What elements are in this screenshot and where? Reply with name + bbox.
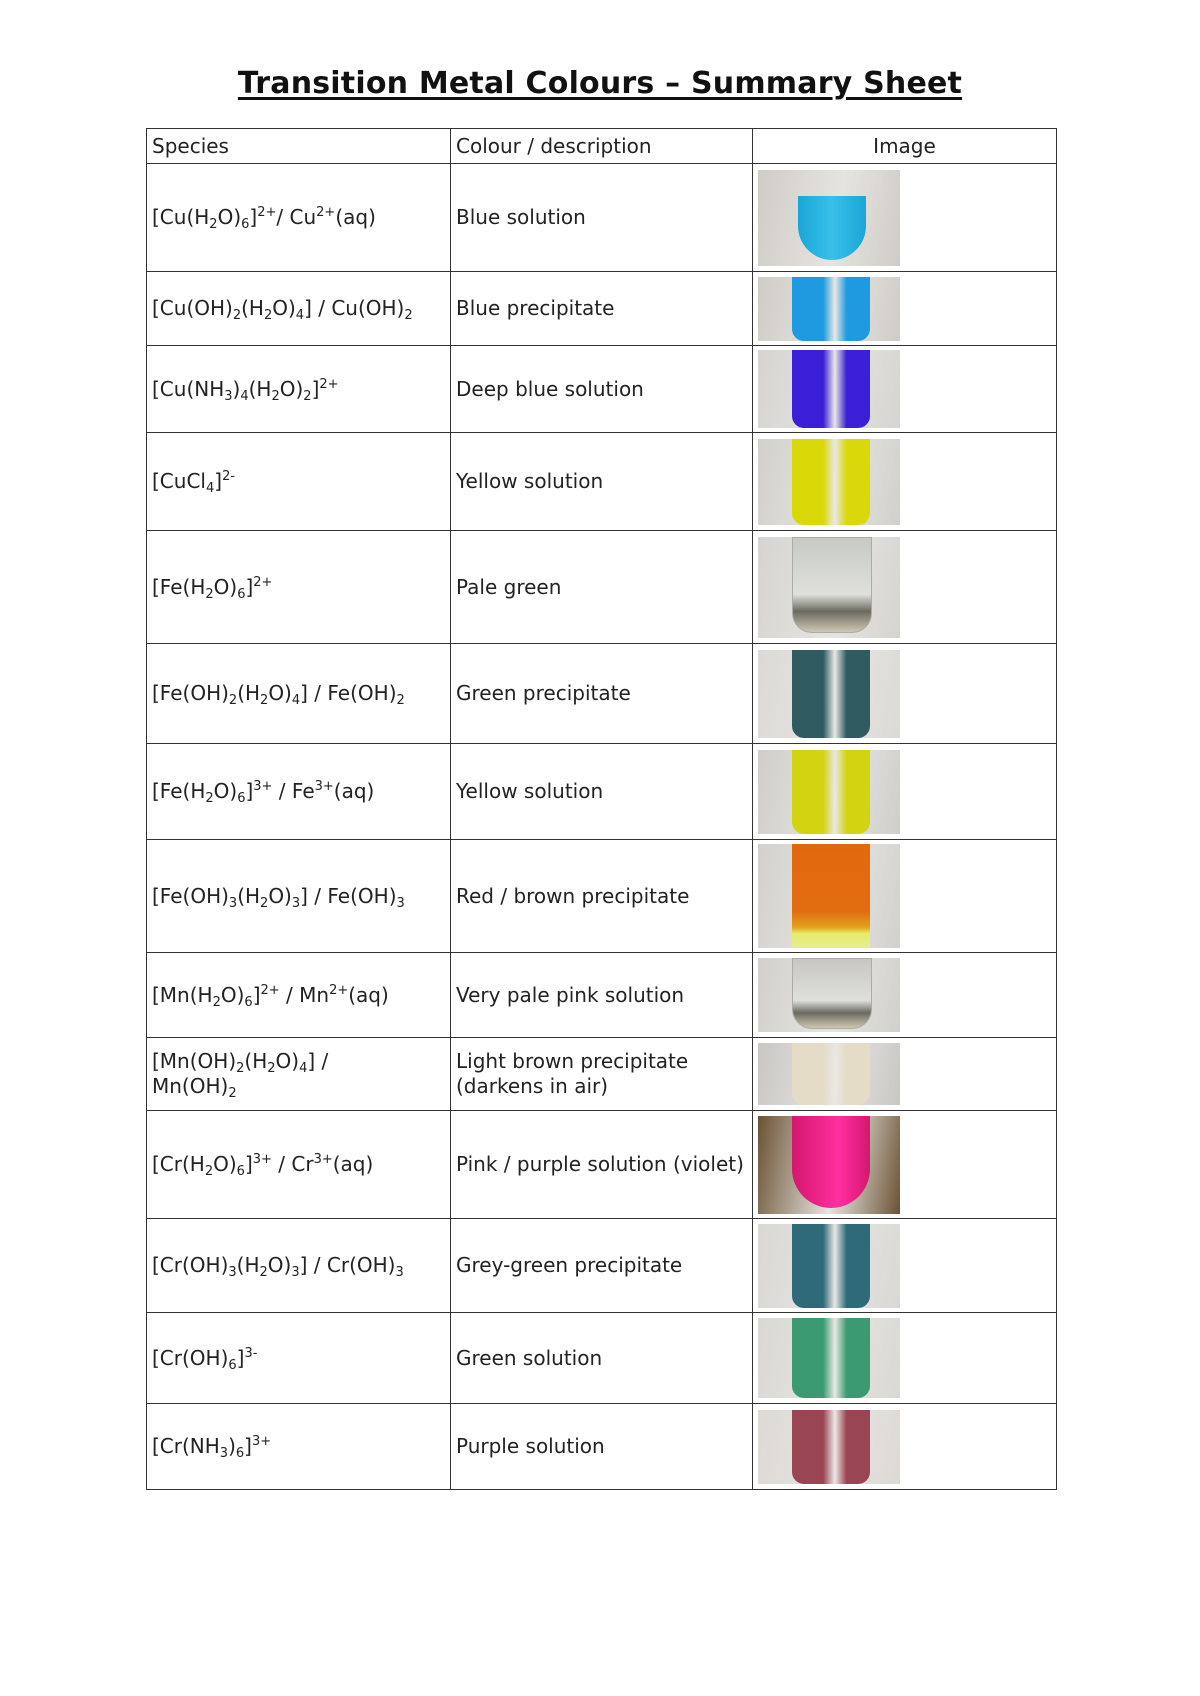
test-tube-photo xyxy=(758,1224,900,1308)
header-image: Image xyxy=(753,129,1057,164)
liquid xyxy=(792,1116,870,1208)
table-row xyxy=(147,953,1057,1038)
description-cell: Very pale pink solution xyxy=(451,953,753,1038)
table-header-row xyxy=(147,129,1057,164)
table-row xyxy=(147,164,1057,272)
liquid xyxy=(792,277,870,341)
description-cell: Deep blue solution xyxy=(451,346,753,433)
liquid xyxy=(798,196,866,259)
species-cell: $[Cr(NH_3)_6]^{3+}$ xyxy=(147,1404,451,1490)
test-tube-photo xyxy=(758,277,900,341)
image-cell xyxy=(753,433,1057,531)
table-row xyxy=(147,1111,1057,1219)
table-row xyxy=(147,1313,1057,1404)
liquid xyxy=(792,537,872,634)
table-row xyxy=(147,1219,1057,1313)
species-cell: $[Cu(H_2O)_6]^{2+}/$ $Cu^{2+}(aq)$ xyxy=(147,164,451,272)
liquid xyxy=(792,1224,870,1308)
image-cell xyxy=(753,1038,1057,1111)
table-row xyxy=(147,840,1057,953)
table-row xyxy=(147,644,1057,744)
description-cell: Blue solution xyxy=(451,164,753,272)
test-tube-photo xyxy=(758,1116,900,1214)
description-cell: Blue precipitate xyxy=(451,272,753,346)
table-row xyxy=(147,1038,1057,1111)
transition-metal-table xyxy=(146,128,1057,1490)
species-cell: $[Fe(H_2O)_6]^{3+} / Fe^{3+}(aq)$ xyxy=(147,744,451,840)
image-cell xyxy=(753,644,1057,744)
species-cell: $[Fe(OH)_2(H_2O)_4] / Fe(OH)_2$ xyxy=(147,644,451,744)
description-cell: Green precipitate xyxy=(451,644,753,744)
species-cell: $[Mn(H_2O)_6]^{2+} / Mn^{2+}(aq)$ xyxy=(147,953,451,1038)
test-tube-photo xyxy=(758,350,900,428)
table-row xyxy=(147,744,1057,840)
liquid xyxy=(792,1318,870,1398)
species-cell: $[Cu(NH_3)_4(H_2O)_2]^{2+}$ xyxy=(147,346,451,433)
description-cell: Red / brown precipitate xyxy=(451,840,753,953)
test-tube-photo xyxy=(758,650,900,738)
table-row xyxy=(147,531,1057,644)
liquid xyxy=(792,750,870,834)
liquid xyxy=(792,439,870,525)
image-cell xyxy=(753,272,1057,346)
table-row xyxy=(147,1404,1057,1490)
description-cell: Yellow solution xyxy=(451,744,753,840)
image-cell xyxy=(753,164,1057,272)
test-tube-photo xyxy=(758,1410,900,1484)
description-cell: Light brown precipitate (darkens in air) xyxy=(451,1038,753,1111)
test-tube-photo xyxy=(758,537,900,638)
species-cell: $[Fe(OH)_3(H_2O)_3] / Fe(OH)_3$ xyxy=(147,840,451,953)
image-cell xyxy=(753,531,1057,644)
description-cell: Purple solution xyxy=(451,1404,753,1490)
image-cell xyxy=(753,1219,1057,1313)
species-cell: $[Fe(H_2O)_6]^{2+}$ xyxy=(147,531,451,644)
liquid xyxy=(792,958,872,1029)
image-cell xyxy=(753,346,1057,433)
image-cell xyxy=(753,840,1057,953)
table-row xyxy=(147,433,1057,531)
test-tube-photo xyxy=(758,170,900,266)
description-cell: Pale green xyxy=(451,531,753,644)
page-title: Transition Metal Colours – Summary Sheet xyxy=(237,66,963,101)
image-cell xyxy=(753,1111,1057,1219)
description-cell: Pink / purple solution (violet) xyxy=(451,1111,753,1219)
liquid xyxy=(792,1043,870,1105)
liquid xyxy=(792,650,870,738)
table-row xyxy=(147,346,1057,433)
species-cell: $[Cr(OH)_3(H_2O)_3] / Cr(OH)_3$ xyxy=(147,1219,451,1313)
description-cell: Grey-green precipitate xyxy=(451,1219,753,1313)
header-description: Colour / description xyxy=(451,129,753,164)
test-tube-photo xyxy=(758,844,900,948)
image-cell xyxy=(753,744,1057,840)
image-cell xyxy=(753,1404,1057,1490)
test-tube-photo xyxy=(758,439,900,525)
liquid xyxy=(792,844,870,948)
species-cell: $[Cr(H_2O)_6]^{3+} / Cr^{3+}(aq)$ xyxy=(147,1111,451,1219)
description-cell: Yellow solution xyxy=(451,433,753,531)
species-cell: $[Mn(OH)_2(H_2O)_4]$ / $Mn(OH)_2$ xyxy=(147,1038,451,1111)
image-cell xyxy=(753,953,1057,1038)
species-cell: [CuCl$_4$]$^{2-}$ xyxy=(147,433,451,531)
liquid xyxy=(792,1410,870,1484)
species-cell: $[Cu(OH)_2(H_2O)_4] / Cu(OH)_2$ xyxy=(147,272,451,346)
header-species: Species xyxy=(147,129,451,164)
test-tube-photo xyxy=(758,958,900,1032)
species-cell: $[Cr(OH)_6]^{3-}$ xyxy=(147,1313,451,1404)
table-row xyxy=(147,272,1057,346)
image-cell xyxy=(753,1313,1057,1404)
test-tube-photo xyxy=(758,750,900,834)
test-tube-photo xyxy=(758,1318,900,1398)
description-cell: Green solution xyxy=(451,1313,753,1404)
liquid xyxy=(792,350,870,428)
test-tube-photo xyxy=(758,1043,900,1105)
